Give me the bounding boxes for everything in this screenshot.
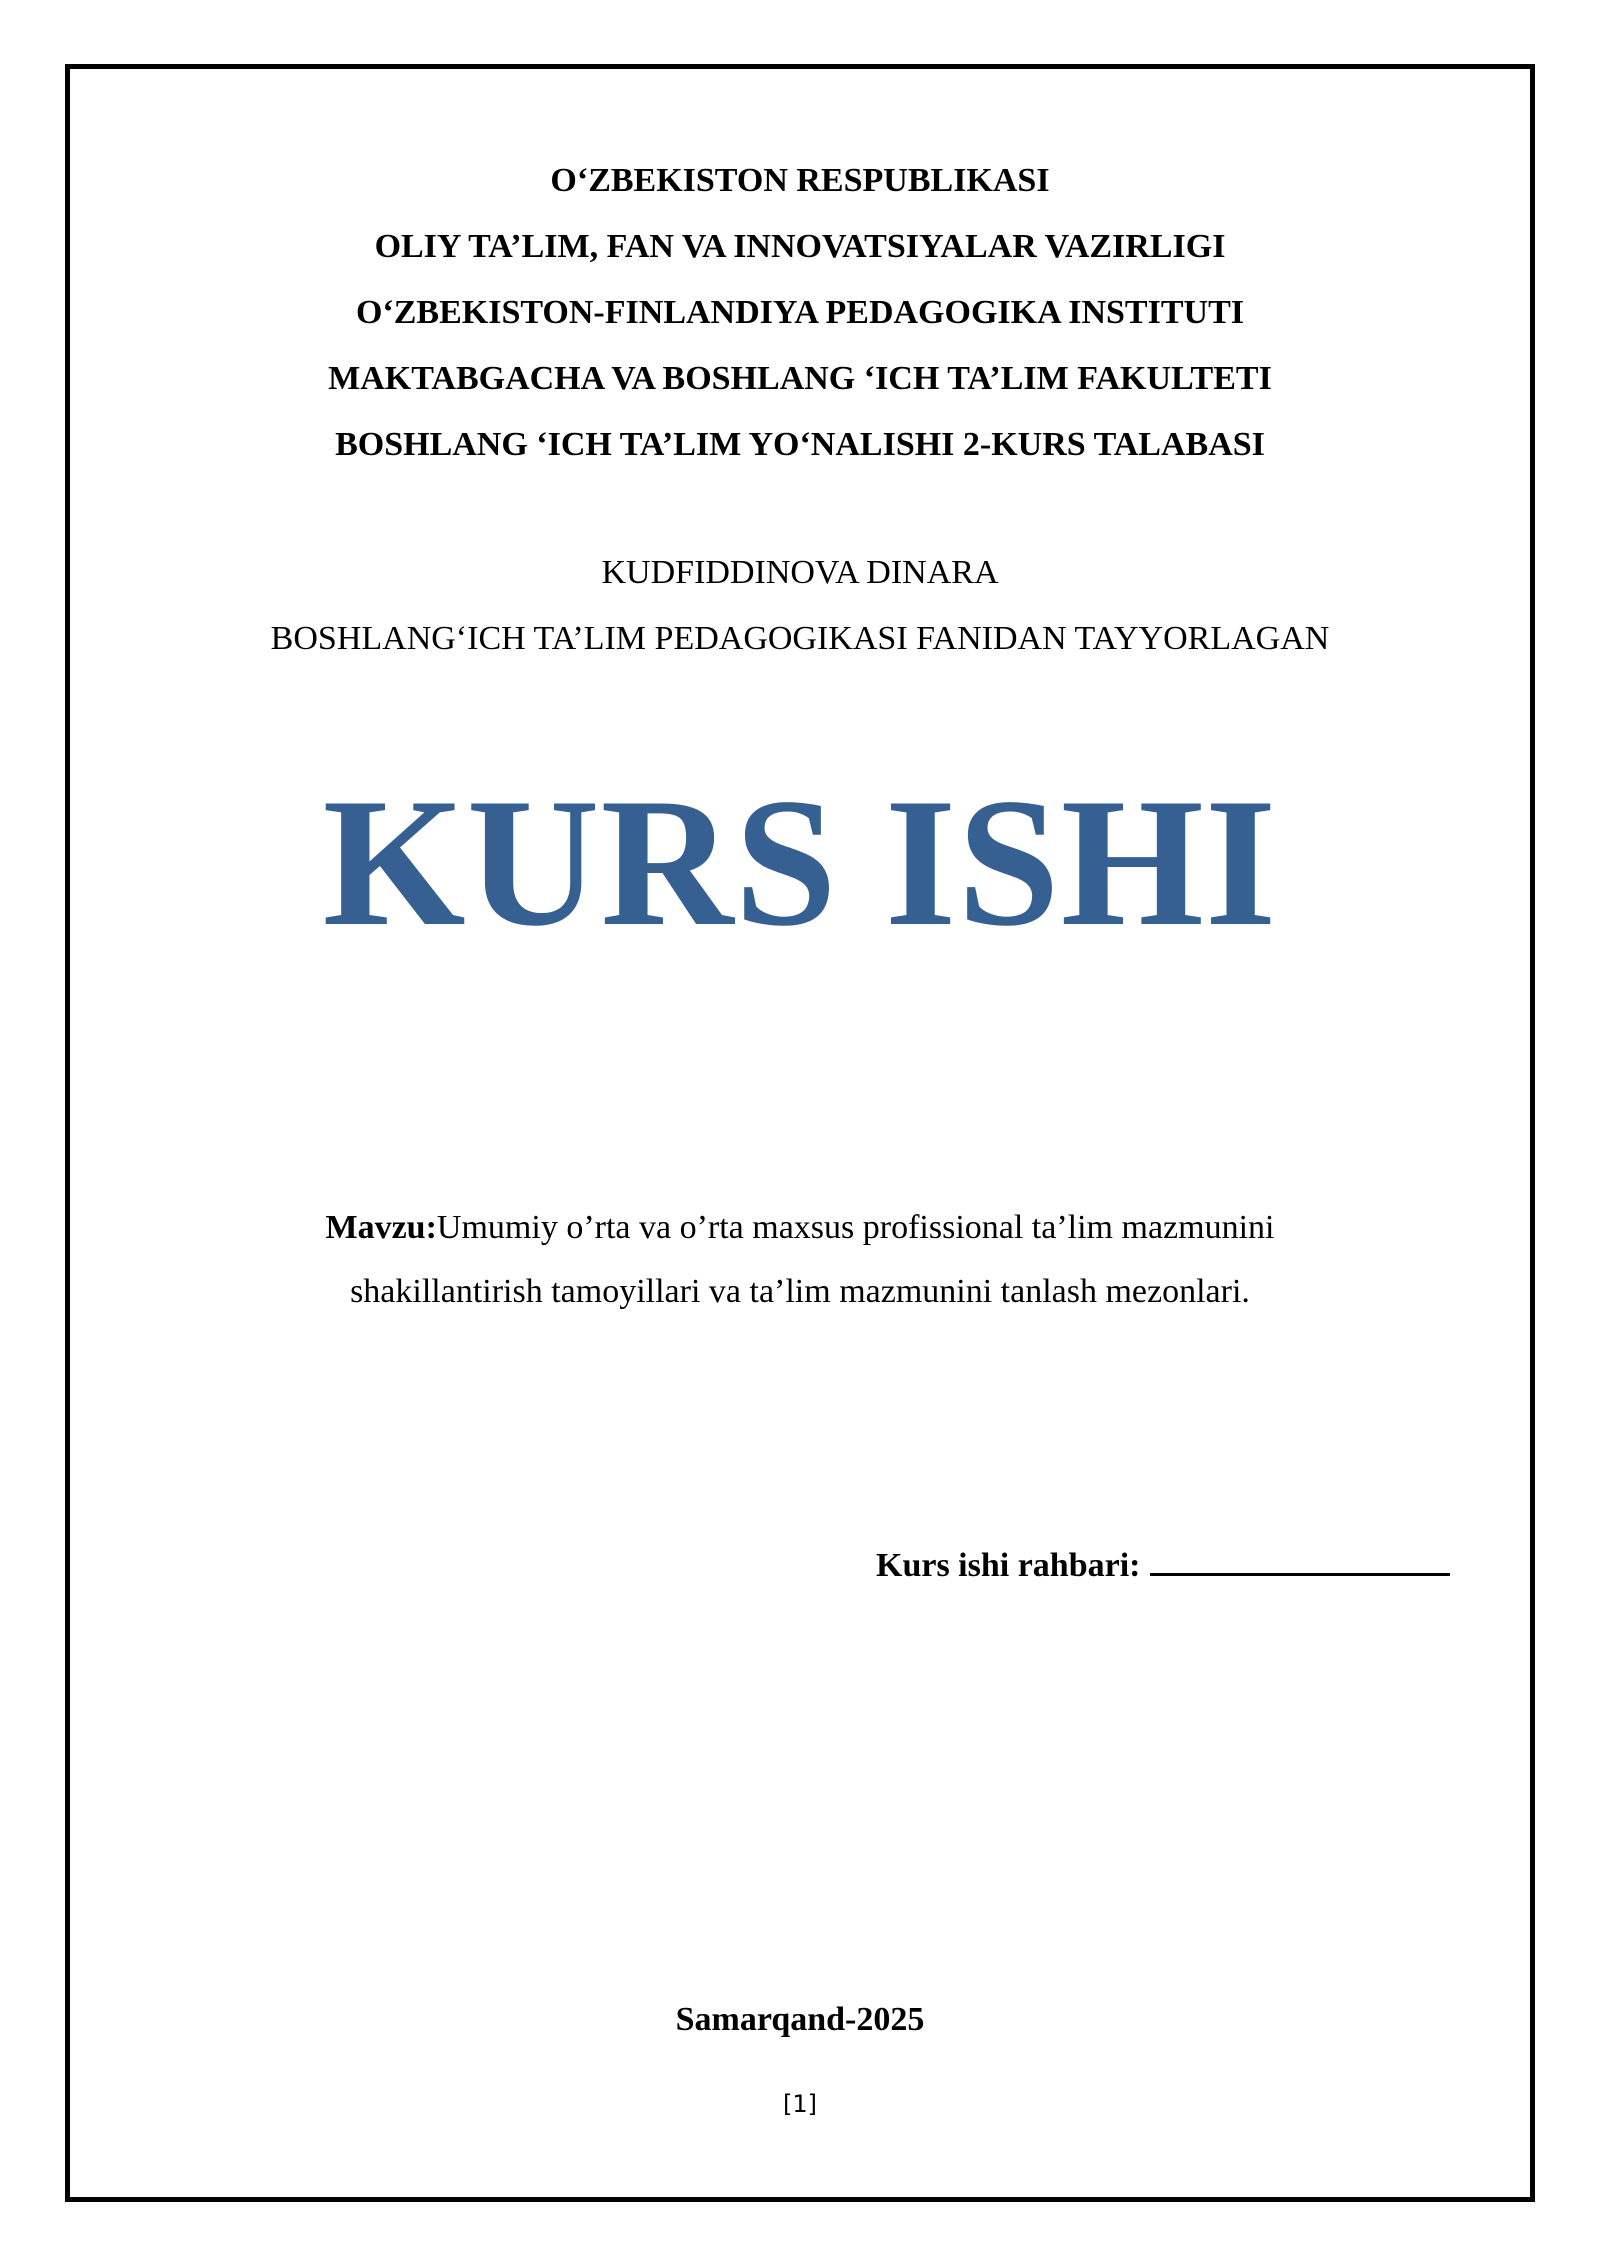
institution-header (0, 148, 1600, 478)
header-line-institute: O‘ZBEKISTON-FINLANDIYA PEDAGOGIKA INSTITUTI (355, 294, 1244, 331)
topic-line-2: shakillantirish tamoyillari va ta’lim mazmunini tanlash mezonlari. (350, 1273, 1250, 1310)
student-info (0, 540, 1600, 672)
supervisor-label: Kurs ishi rahbari: (876, 1547, 1141, 1584)
topic-label: Mavzu: (325, 1209, 437, 1246)
supervisor-field (876, 1536, 1450, 1596)
header-line-faculty: MAKTABGACHA VA BOSHLANG ‘ICH TA’LIM FAKULTETI (328, 360, 1272, 397)
topic-line-1 (0, 1196, 1600, 1260)
signature-line (1150, 1539, 1450, 1576)
document-title: KURS ISHI (322, 760, 1278, 964)
page-number: [1] (783, 2090, 817, 2118)
subject-line: BOSHLANG‘ICH TA’LIM PEDAGOGIKASI FANIDAN TAYYORLAGAN (270, 620, 1330, 657)
student-name: KUDFIDDINOVA DINARA (601, 554, 999, 591)
topic-text-1: Umumiy o’rta va o’rta maxsus profissional ta’lim mazmunini (436, 1209, 1275, 1246)
header-line-country: O‘ZBEKISTON RESPUBLIKASI (550, 162, 1050, 199)
topic (0, 1196, 1600, 1324)
header-line-ministry: OLIY TA’LIM, FAN VA INNOVATSIYALAR VAZIRLIGI (374, 228, 1226, 265)
header-line-program: BOSHLANG ‘ICH TA’LIM YO‘NALISHI 2-KURS TALABASI (335, 426, 1265, 463)
city-year: Samarqand-2025 (675, 2001, 925, 2038)
